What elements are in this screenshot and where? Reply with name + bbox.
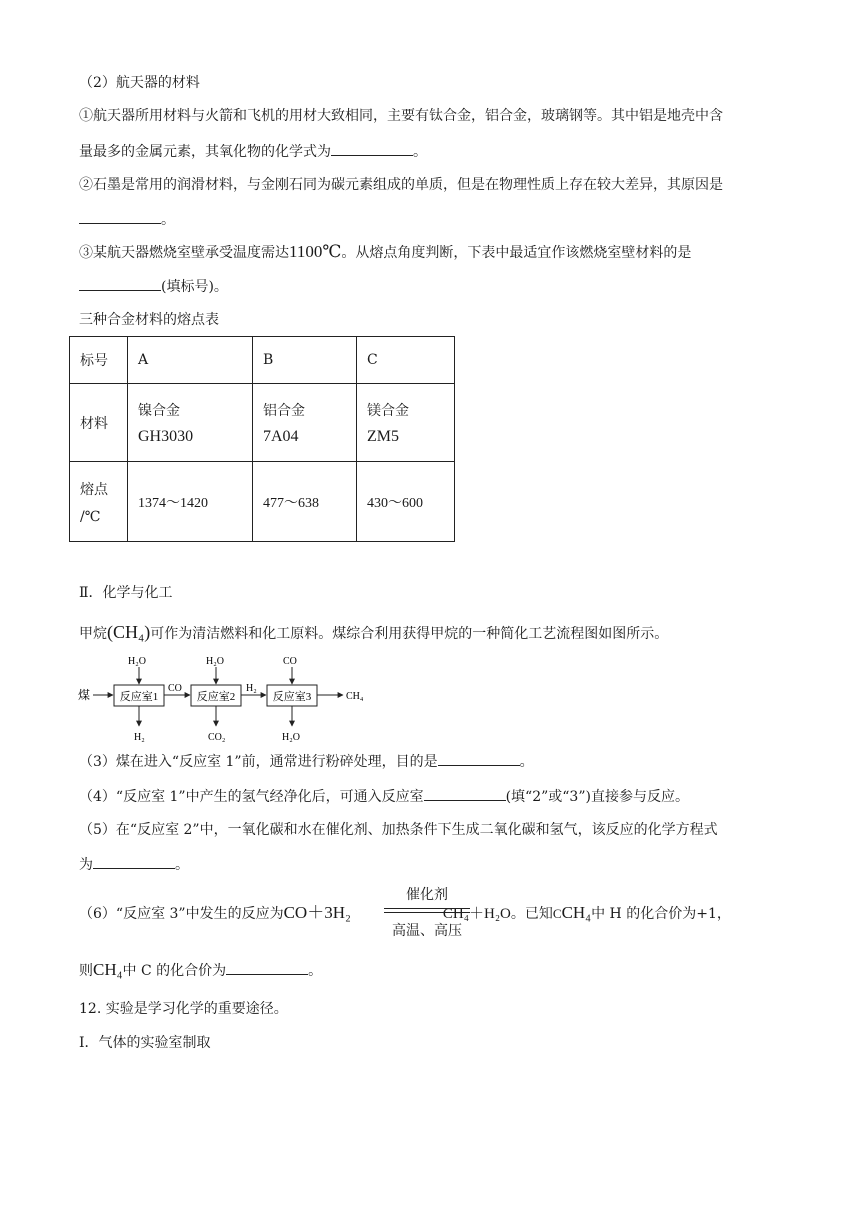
question-5-line1: （5）在“反应室 2”中，一氧化碳和水在催化剂、加热条件下生成二氧化碳和氢气，该反应的化学方程式 [79, 822, 718, 838]
table-row [70, 462, 455, 542]
answer-blank[interactable] [424, 786, 506, 801]
q6-line2-text: 则 [79, 963, 93, 979]
answer-blank[interactable] [226, 960, 308, 975]
q3-line1 [79, 242, 691, 263]
q3-text-b: 。从熔点角度判断，下表中最适宜作该燃烧室壁材料的是 [341, 245, 692, 261]
product-label: CH₄ [346, 691, 364, 702]
question-12-title: 12. 实验是学习化学的重要途径。 [79, 1001, 288, 1017]
intro-text-a: 甲烷 [79, 626, 107, 642]
table-caption: 三种合金材料的熔点表 [79, 312, 219, 328]
q5-end: 。 [175, 857, 189, 873]
room2-label: 反应室2 [196, 691, 236, 703]
room3-label: 反应室3 [272, 691, 312, 703]
question-3 [79, 751, 534, 772]
melt-label-line2: /℃ [80, 508, 101, 525]
q4-text: （4）“反应室 1”中产生的氢气经净化后，可通入反应室 [79, 789, 424, 805]
part2-intro [79, 622, 668, 644]
output3-label: H₂O [282, 732, 300, 743]
room1-label: 反应室1 [119, 691, 159, 703]
answer-blank[interactable] [93, 854, 175, 869]
intro-text-b: 可作为清洁燃料和化工原料。煤综合利用获得甲烷的一种简化工艺流程图如图所示。 [150, 626, 669, 642]
q2-line2 [79, 209, 175, 230]
part2-heading: Ⅱ．化学与化工 [79, 585, 173, 601]
melt-label-line1: 熔点 [80, 481, 108, 498]
q2-end: 。 [161, 212, 175, 228]
q6-text: （6）“反应室 3”中发生的反应为 [79, 906, 284, 922]
q6-formula: CH₄ [561, 903, 592, 922]
q1-end: 。 [413, 144, 427, 160]
answer-blank[interactable] [438, 751, 520, 766]
material-code: ZM5 [367, 427, 399, 445]
q1-line1: ①航天器所用材料与火箭和飞机的用材大致相同，主要有钛合金，铝合金，玻璃钢等。其中铝是地壳中含 [79, 108, 723, 124]
material-name: 镁合金 [367, 402, 409, 419]
melting-b: 477～638 [253, 462, 357, 542]
link12-label: CO [168, 683, 182, 694]
output1-label: H₂ [134, 732, 145, 743]
q3-end: 。 [519, 754, 534, 770]
q3-line2 [79, 276, 228, 297]
material-name: 铝合金 [263, 402, 305, 419]
material-c [357, 384, 455, 462]
melting-a: 1374～1420 [128, 462, 253, 542]
question-6-line2 [79, 960, 322, 981]
input3-label: CO [283, 656, 297, 667]
q6-text-b: 。已知 [510, 906, 553, 922]
melting-c: 430～600 [357, 462, 455, 542]
output2-label: CO₂ [208, 732, 226, 743]
q3-temperature: 1100℃ [289, 242, 342, 261]
q3-text-a: ③某航天器燃烧室壁承受温度需达 [79, 245, 289, 261]
section2-heading: （2）航天器的材料 [79, 75, 200, 91]
material-name: 镍合金 [138, 402, 180, 419]
q6-line2-text-b: 中 C 的化合价为 [122, 963, 227, 979]
condition-top: 催化剂 [406, 887, 448, 903]
input2-label: H₂O [206, 656, 224, 667]
q6-reactants: CO＋3H₂ [283, 903, 351, 922]
column-c-header: C [357, 337, 455, 384]
answer-blank[interactable] [331, 141, 413, 156]
q6-products: CH₄＋H₂O [442, 906, 511, 922]
input1-label: H₂O [128, 656, 146, 667]
q4-end: (填“2”或“3”)直接参与反应。 [505, 789, 689, 805]
q6-c: C [552, 906, 562, 921]
q5-text: 为 [79, 857, 93, 873]
link23-label: H₂ [246, 683, 257, 694]
material-code: GH3030 [138, 427, 194, 445]
question-12-subtitle: Ⅰ．气体的实验室制取 [79, 1035, 211, 1051]
q1-text: 量最多的金属元素，其氧化物的化学式为 [79, 144, 331, 160]
melt-label [70, 462, 128, 542]
material-code: 7A04 [263, 427, 299, 445]
coal-label: 煤 [78, 688, 91, 702]
table-row [70, 384, 455, 462]
q6-text-c: 中 H 的化合价为+1， [591, 906, 731, 922]
material-b [253, 384, 357, 462]
melting-point-table [69, 336, 455, 542]
material-a [128, 384, 253, 462]
question-4 [79, 786, 689, 807]
table-row [70, 337, 455, 384]
q6-line2-end: 。 [308, 963, 323, 979]
q2-line1: ②石墨是常用的润滑材料，与金刚石同为碳元素组成的单质，但是在物理性质上存在较大差异，其原因是 [79, 177, 723, 193]
question-5-line2 [79, 854, 189, 875]
equals-sign-icon [384, 908, 470, 913]
q6-line2-formula: CH₄ [93, 960, 123, 979]
q1-line2 [79, 141, 427, 162]
material-label: 材料 [70, 384, 128, 462]
process-flow-diagram [76, 652, 396, 747]
condition-bottom: 高温、高压 [392, 923, 462, 939]
answer-blank[interactable] [79, 276, 161, 291]
column-b-header: B [253, 337, 357, 384]
q3-end: (填标号)。 [161, 279, 228, 295]
table-header-cell: 标号 [70, 337, 128, 384]
q3-text: （3）煤在进入“反应室 1”前，通常进行粉碎处理，目的是 [79, 754, 438, 770]
column-a-header: A [128, 337, 253, 384]
intro-formula: (CH₄) [107, 622, 151, 642]
answer-blank[interactable] [79, 209, 161, 224]
